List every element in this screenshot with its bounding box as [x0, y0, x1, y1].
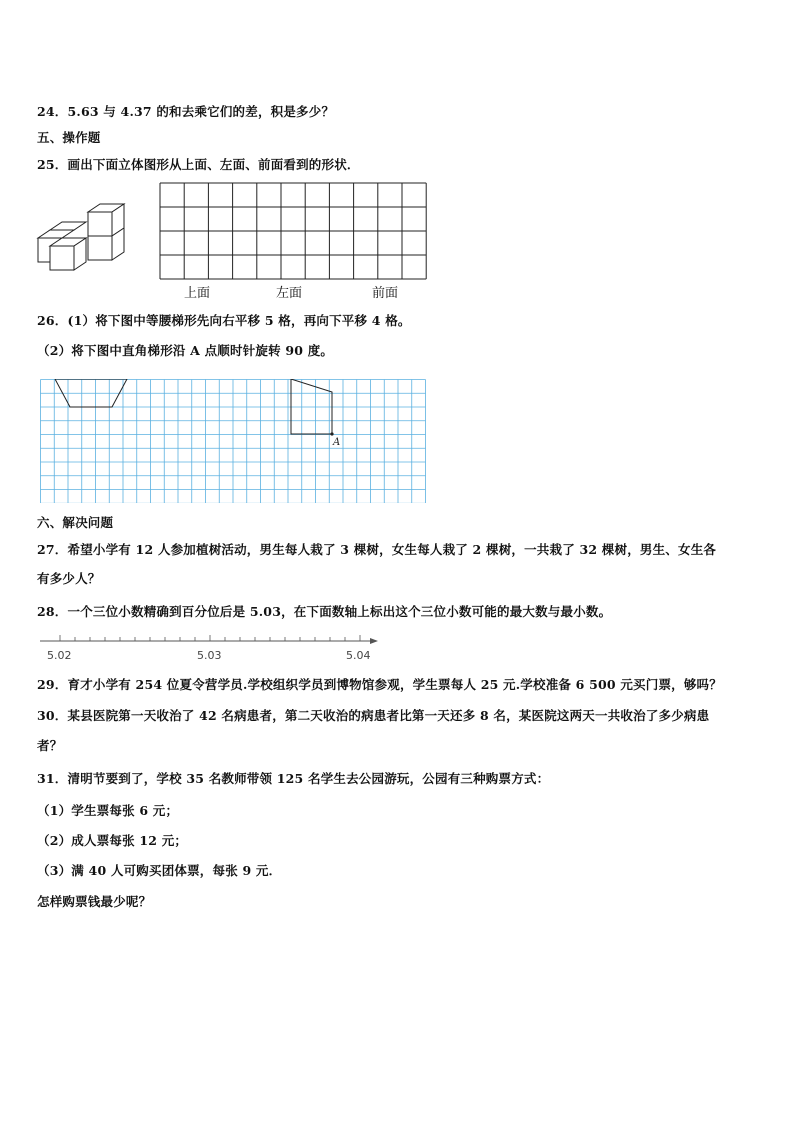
view-drawing-grid	[158, 181, 428, 301]
tick-label-5-03: 5.03	[197, 649, 222, 662]
question-31: 31．清明节要到了，学校 35 名教师带领 125 名学生去公园游玩，公园有三种购票方式：	[37, 771, 550, 786]
question-31-option1: （1）学生票每张 6 元；	[37, 803, 179, 818]
tick-label-5-02: 5.02	[47, 649, 72, 662]
question-30-line2: 者？	[37, 738, 63, 753]
question-31-option3: （3）满 40 人可购买团体票，每张 9 元．	[37, 863, 282, 878]
caption-left-view: 左面	[276, 286, 303, 301]
question-30-line1: 30．某县医院第一天收治了 42 名病患者，第二天收治的病患者比第一天还多 8 名，某医院这两天一共收治了多少病患	[37, 708, 710, 723]
question-31-option2: （2）成人票每张 12 元；	[37, 833, 188, 848]
question-26-part2: （2）将下图中直角梯形沿 A 点顺时针旋转 90 度。	[37, 343, 334, 358]
caption-top-view: 上面	[184, 286, 211, 301]
question-24: 24．5.63 与 4.37 的和去乘它们的差，积是多少？	[37, 104, 335, 119]
question-26-part1: 26．(1）将下图中等腰梯形先向右平移 5 格，再向下平移 4 格。	[37, 313, 411, 328]
section-title-operations: 五、操作题	[37, 130, 101, 145]
point-a-marker	[330, 432, 333, 435]
question-31-ask: 怎样购票钱最少呢？	[37, 894, 152, 909]
transformation-grid	[40, 379, 432, 503]
point-a-label: A	[333, 437, 341, 448]
question-25: 25．画出下面立体图形从上面、左面、前面看到的形状．	[37, 157, 360, 172]
number-line	[38, 628, 383, 666]
question-28: 28．一个三位小数精确到百分位后是 5.03，在下面数轴上标出这个三位小数可能的最大数与最小数。	[37, 604, 612, 619]
right-trapezoid	[291, 379, 332, 434]
question-27-line1: 27．希望小学有 12 人参加植树活动，男生每人栽了 3 棵树，女生每人栽了 2 棵树，一共栽了 32 棵树，男生、女生各	[37, 542, 717, 557]
question-29: 29．育才小学有 254 位夏令营学员.学校组织学员到博物馆参观，学生票每人 25 元.学校准备 6 500 元买门票，够吗？	[37, 677, 722, 692]
number-line-arrow	[370, 638, 378, 644]
tick-label-5-04: 5.04	[346, 649, 371, 662]
question-27-line2: 有多少人？	[37, 571, 101, 586]
cube-stack-figure	[36, 202, 128, 282]
section-title-problem-solving: 六、解决问题	[37, 515, 114, 530]
caption-front-view: 前面	[372, 286, 399, 301]
